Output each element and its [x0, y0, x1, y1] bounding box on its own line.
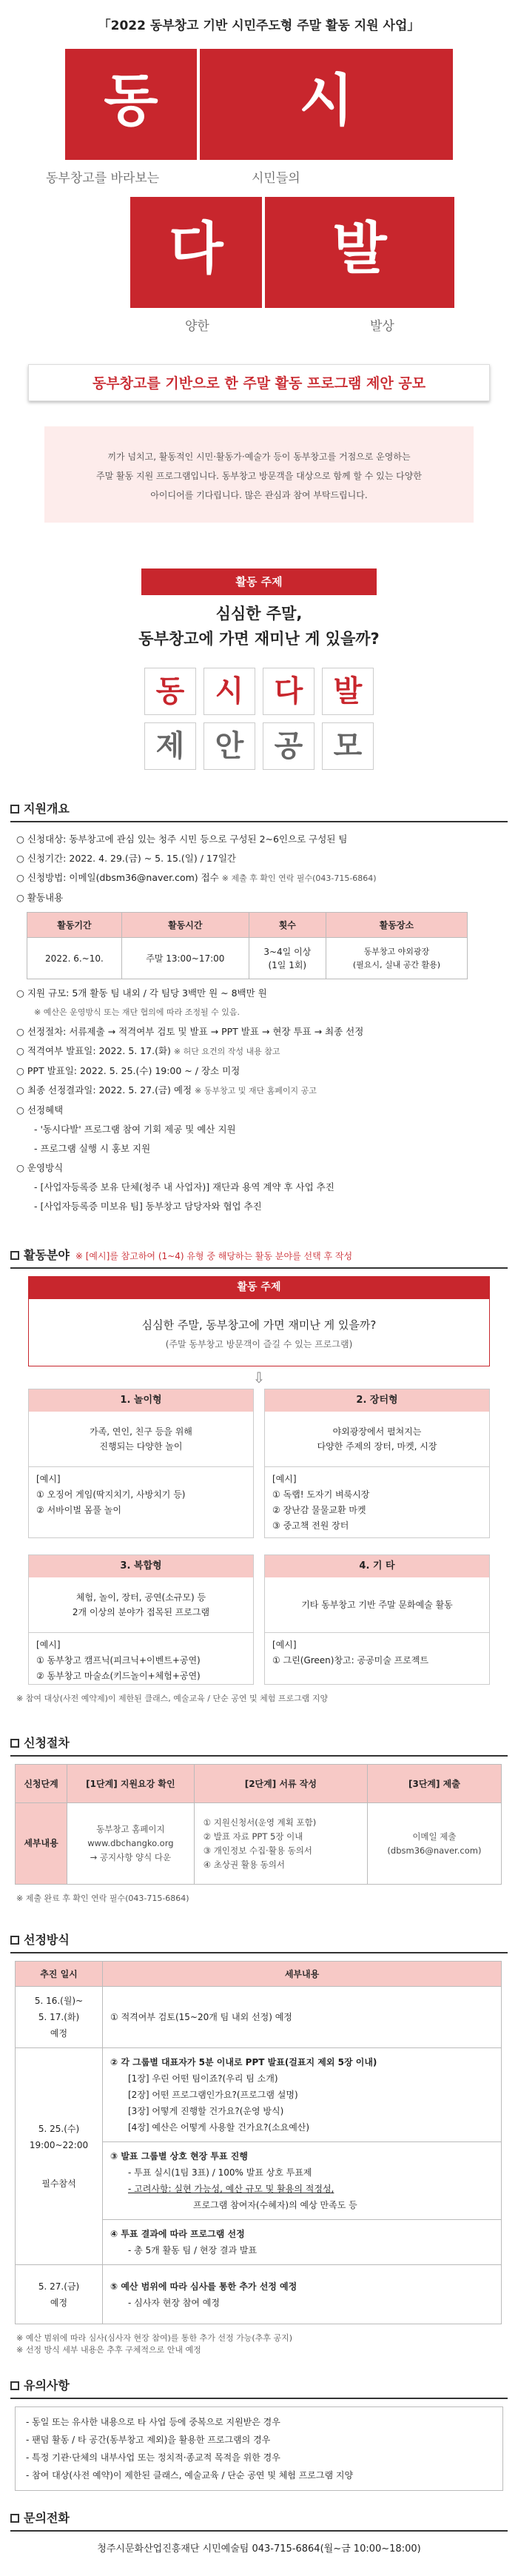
selection-date: 5. 27.(금) 예정 [16, 2265, 103, 2324]
selection-detail: ② 각 그룹별 대표자가 5분 이내로 PPT 발표(걸표지 제외 5장 이내) [1장] 우린 어떤 팀이죠?(우리 팀 소개) [2장] 어떤 프로그램인가요?(프로그램 설명) [3장] 어떻게 진행할 건가요?(운영 방식) [4장] 예산은 어떻게 사용할 건가요?(소요예산) ③ 발표 그룹별 상호 현장 투표 진행 - 투표 실시(1팀 3표) / 100% 발표 상호 투표제 - 고려사항: 실현 가능성, 예산 규모 및 활용의 적정성, 프로그램 참여자(수혜자)의 예상 만족도 등 ④ 투표 결과에 따라 프로그램 선정 - 총 5개 활동 팀 / 현장 결과 발표 [103, 2048, 502, 2265]
caution-heading: 유의사항 [10, 2376, 508, 2399]
activity-box-head: 활동 주제 [28, 1276, 490, 1298]
overview-item: ○ 운영방식 [16, 1162, 64, 1173]
overview-item: ○ 신청방법: 이메일(dbsm36@naver.com) 접수 ※ 제출 후 확인 연락 필수(043-715-6864) [16, 872, 377, 883]
overview-note: ※ 예산은 운영방식 또는 재단 협의에 따라 조정될 수 있음. [34, 1007, 240, 1017]
hero-char-si: 시 [200, 49, 453, 160]
hero-sub-4: 발상 [370, 319, 394, 334]
category-desc: 야외광장에서 펼쳐지는 다양한 주제의 장터, 마켓, 시장 [317, 1426, 437, 1452]
topic-tag: 활동 주제 [141, 568, 377, 595]
category-title: 1. 놀이형 [29, 1389, 253, 1412]
category-card [28, 1389, 254, 1538]
activity-heading: 활동분야 ※ [예시]를 참고하여 (1~4) 유형 중 해당하는 활동 분야를 선택 후 작성 [10, 1246, 508, 1269]
activity-footnote: ※ 참여 대상(사전 예약제)이 제한된 클래스, 예술교육 / 단순 공연 및 체험 프로그램 지양 [16, 1694, 329, 1703]
table-cell: 3~4일 이상 (1일 1회) [249, 938, 326, 979]
selection-detail: ⑤ 예산 범위에 따라 심사를 통한 추가 선정 예정 - 심사자 현장 참여 예정 [103, 2265, 502, 2324]
table-header: 활동기간 [27, 913, 122, 938]
apply-table [15, 1764, 502, 1885]
category-examples: [예시] ① 오징어 게임(딱지치기, 사방치기 등) ② 서바이벌 몸풀 놀이 [29, 1466, 253, 1537]
overview-item: ○ 활동내용 [16, 892, 64, 903]
grid-cell: 공 [263, 722, 314, 770]
apply-cell-2: ① 지원신청서(운영 계획 포함) ② 발표 자료 PPT 5장 이내 ③ 개인정보 수집·활용 동의서 ④ 초상권 활용 동의서 [194, 1803, 367, 1885]
category-examples: [예시] ① 독랩! 도자기 벼룩시장 ② 장난감 물물교환 마켓 ③ 중고책 전원 장터 [265, 1466, 489, 1537]
email-link[interactable]: (dbsm36@naver.com) [387, 1845, 482, 1856]
caution-box: - 동일 또는 유사한 내용으로 타 사업 등에 중복으로 지원받은 경우 - 팬덤 활동 / 타 공간(동부창고 제외)을 활용한 프로그램의 경우 - 특정 기관·단체의 내부사업 또는 정치적·종교적 목적을 위한 경우 - 참여 대상(사전 예약)이 제한된 클래스, 예술교육 / 단순 공연 및 체험 프로그램 지양 [15, 2406, 503, 2491]
overview-item: ○ 선정절차: 서류제출 → 적격여부 검토 및 발표 → PPT 발표 → 현장 투표 → 최종 선정 [16, 1026, 364, 1037]
grid-cell: 안 [204, 722, 255, 770]
table-header: 추진 일시 [16, 1962, 103, 1987]
table-header: 활동장소 [326, 913, 467, 938]
overview-item: - 프로그램 실행 시 홍보 지원 [34, 1143, 151, 1154]
hero-char-bal: 발 [265, 197, 454, 308]
contact-text: 청주시문화산업진흥재단 시민예술팀 043-715-6864(월~금 10:00~18:00) [97, 2543, 421, 2555]
table-row-label: 세부내용 [16, 1803, 67, 1885]
overview-list-2 [16, 984, 506, 1216]
checkbox-icon [10, 1251, 19, 1260]
category-card [264, 1554, 490, 1685]
apply-note: ※ 제출 완료 후 확인 연락 필수(043-715-6864) [16, 1894, 189, 1903]
overview-item: ○ 신청기간: 2022. 4. 29.(금) ~ 5. 15.(일) / 17일간 [16, 853, 236, 864]
category-title: 3. 복합형 [29, 1555, 253, 1577]
apply-cell-3: 이메일 제출 (dbsm36@naver.com) [367, 1803, 501, 1885]
overview-item: ○ 신청대상: 동부창고에 관심 있는 청주 시민 등으로 구성된 2~6인으로 구성된 팀 [16, 833, 348, 845]
activity-box-sub: (주말 동부창고 방문객이 즐길 수 있는 프로그램) [165, 1339, 353, 1349]
activity-box-line: 심심한 주말, 동부창고에 가면 재미난 게 있을까? [141, 1318, 377, 1332]
grid-cell: 발 [322, 668, 374, 715]
overview-item: ○ 최종 선정결과일: 2022. 5. 27.(금) 예정 ※ 동부창고 및 재단 홈페이지 공고 [16, 1084, 317, 1096]
intro-line: 끼가 넘치고, 활동적인 시민·활동가·예술가 등이 동부창고를 거점으로 운영하는 [107, 452, 411, 462]
selection-table [15, 1961, 502, 2324]
page-title: 「2022 동부창고 기반 시민주도형 주말 활동 지원 사업」 [98, 19, 420, 33]
table-cell: 주말 13:00~17:00 [121, 938, 249, 979]
category-title: 4. 기 타 [265, 1555, 489, 1577]
grid-cell: 동 [144, 668, 196, 715]
apply-cell-1: 동부창고 홈페이지 www.dbchangko.org → 공지사항 양식 다운 [67, 1803, 195, 1885]
selection-heading: 선정방식 [10, 1931, 508, 1953]
overview-heading: 지원개요 [10, 799, 508, 822]
table-header: 횟수 [249, 913, 326, 938]
intro-line: 주말 활동 지원 프로그램입니다. 동부창고 방문객을 대상으로 함께 할 수 있는 다양한 [96, 471, 422, 481]
selection-detail: ① 적격여부 검토(15~20개 팀 내외 선정) 예정 [103, 1987, 502, 2048]
topic-grid [144, 668, 374, 770]
table-header: 세부내용 [103, 1962, 502, 1987]
category-desc: 기타 동부창고 기반 주말 문화예술 활동 [301, 1600, 453, 1610]
selection-date: 5. 25.(수) 19:00~22:00 필수참석 [16, 2048, 103, 2265]
overview-list [16, 830, 506, 908]
overview-item: ○ 지원 규모: 5개 활동 팀 내외 / 각 팀당 3백만 원 ~ 8백만 원 [16, 987, 267, 999]
checkbox-icon [10, 2381, 19, 2390]
apply-heading: 신청절차 [10, 1734, 508, 1757]
hero-banner [0, 41, 518, 338]
grid-cell: 시 [204, 668, 255, 715]
intro-box [44, 426, 474, 523]
selection-notes: ※ 예산 범위에 따라 심사(심사자 현장 참여)를 통한 추가 선정 가능(추후 공지) ※ 선정 방식 세부 내용은 추후 구체적으로 안내 예정 [16, 2333, 292, 2355]
topic-q2: 동부창고에 가면 재미난 게 있을까? [138, 630, 380, 648]
table-header: [3단계] 제출 [367, 1765, 501, 1803]
homepage-link[interactable]: www.dbchangko.org [87, 1838, 174, 1848]
overview-item: ○ 적격여부 발표일: 2022. 5. 17.(화) ※ 허단 요건의 작성 내용 참고 [16, 1045, 280, 1056]
grid-cell: 제 [144, 722, 196, 770]
category-card [264, 1389, 490, 1538]
category-grid [28, 1389, 490, 1685]
checkbox-icon [10, 2514, 19, 2523]
category-examples: [예시] ① 그린(Green)창고: 공공미술 프로젝트 [265, 1632, 489, 1684]
table-header: [2단계] 서류 작성 [194, 1765, 367, 1803]
category-desc: 가족, 연인, 친구 등을 위해 진행되는 다양한 놀이 [90, 1426, 192, 1452]
checkbox-icon [10, 1739, 19, 1748]
intro-line: 아이디어를 기다립니다. 많은 관심과 참여 부탁드립니다. [150, 490, 368, 500]
hero-sub-3: 양한 [185, 319, 209, 334]
grid-cell: 모 [322, 722, 374, 770]
activity-box [28, 1298, 490, 1366]
cfp-banner: 동부창고를 기반으로 한 주말 활동 프로그램 제안 공모 [28, 364, 490, 401]
category-desc: 체험, 놀이, 장터, 공연(소규모) 등 2개 이상의 분야가 접목된 프로그램 [72, 1592, 210, 1617]
hero-char-da: 다 [130, 197, 262, 308]
overview-item: ○ 선정혜택 [16, 1104, 64, 1116]
table-cell: 동부창고 야외광장 (필요시, 실내 공간 활용) [326, 938, 467, 979]
table-cell: 2022. 6.~10. [27, 938, 122, 979]
overview-item: - [사업자등록증 미보유 팀] 동부창고 담당자와 협업 추진 [34, 1201, 262, 1212]
overview-item: ○ PPT 발표일: 2022. 5. 25.(수) 19:00 ~ / 장소 미정 [16, 1065, 240, 1076]
hero-char-dong: 동 [65, 49, 197, 160]
checkbox-icon [10, 805, 19, 814]
overview-item: - [사업자등록증 보유 단체(청주 내 사업자)] 재단과 용역 계약 후 사업 추진 [34, 1181, 334, 1193]
category-title: 2. 장터형 [265, 1389, 489, 1412]
table-header: [1단계] 지원요강 확인 [67, 1765, 195, 1803]
selection-date: 5. 16.(월)~ 5. 17.(화) 예정 [16, 1987, 103, 2048]
hero-sub-1: 동부창고를 바라보는 [46, 171, 160, 186]
contact-heading: 문의전화 [10, 2509, 508, 2532]
table-header: 신청단계 [16, 1765, 67, 1803]
table-header: 활동시간 [121, 913, 249, 938]
down-arrow-icon: ⇩ [252, 1369, 266, 1386]
category-examples: [예시] ① 동부창고 캠프닉(피크닉+이벤트+공연) ② 동부창고 마술쇼(키드놀이+체험+공연) [29, 1632, 253, 1684]
topic-question [0, 601, 518, 651]
activity-table [27, 912, 468, 979]
grid-cell: 다 [263, 668, 314, 715]
topic-q1: 심심한 주말, [215, 605, 303, 623]
checkbox-icon [10, 1936, 19, 1945]
overview-item: - '동시다발' 프로그램 참여 기회 제공 및 예산 지원 [34, 1124, 236, 1135]
category-card [28, 1554, 254, 1685]
hero-sub-2: 시민들의 [252, 171, 300, 186]
